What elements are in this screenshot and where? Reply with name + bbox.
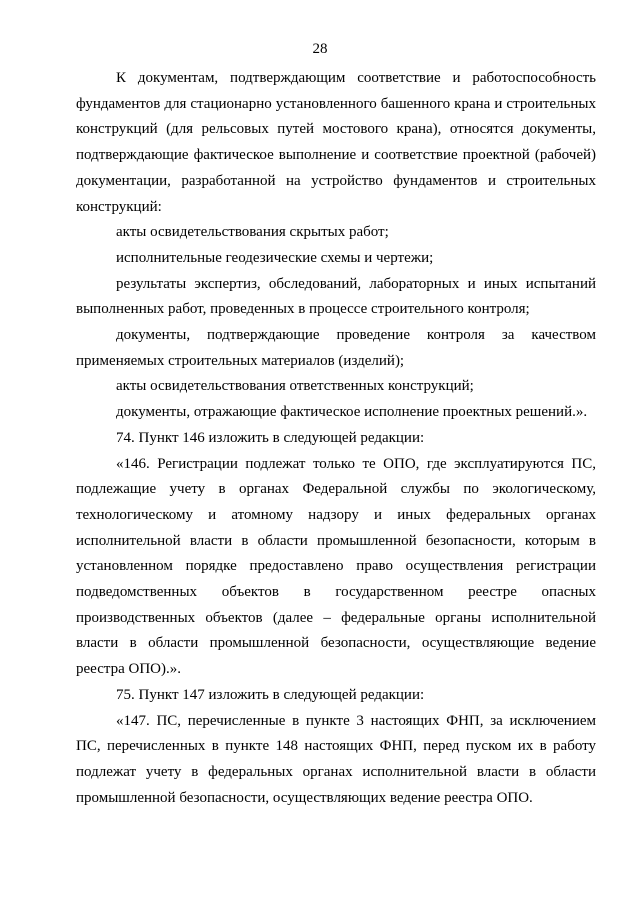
paragraph-item-147: «147. ПС, перечисленные в пункте 3 настоящих ФНП, за исключением ПС, перечисленных в пункте 148 настоящих ФНП, перед пуском их в работу подлежат учету в федеральных органах исполнительной власти в области промышленной безопасности, осуществляющих ведение реестра ОПО.	[76, 712, 596, 806]
list-item-hidden-works-acts: акты освидетельствования скрытых работ;	[116, 224, 389, 241]
paragraph-item-146: «146. Регистрации подлежат только те ОПО, где эксплуатируются ПС, подлежащие учету в органах Федеральной службы по экологическому, технологическому и атомному надзору и иных федеральных органах исполнительной власти в области промышленной безопасности, которым в установленном порядке предоставлено право осуществления регистрации подведомственных объектов в государственном реестре опасных производственных объектов (далее – федеральные органы исполнительной власти в области промышленной безопасности, осуществляющие ведение реестра ОПО).».	[76, 455, 596, 678]
list-item-geodetic-schemes: исполнительные геодезические схемы и чертежи;	[116, 249, 434, 266]
paragraph-foundation-documents: К документам, подтверждающим соответствие и работоспособность фундаментов для стационарно установленного башенного крана и строительных конструкций (для рельсовых путей мостового крана), относятся документы, подтверждающие фактическое выполнение и соответствие проектной (рабочей) документации, разработанной на устройство фундаментов и строительных конструкций:	[76, 70, 596, 215]
list-item-design-execution-documents: документы, отражающие фактическое исполнение проектных решений.».	[116, 404, 588, 421]
list-item-expertise-results: результаты экспертиз, обследований, лабораторных и иных испытаний выполненных работ, проведенных в процессе строительного контроля;	[76, 275, 596, 318]
page-number: 28	[312, 41, 328, 57]
paragraph-item-74: 74. Пункт 146 изложить в следующей редакции:	[116, 429, 425, 446]
list-item-quality-control-documents: документы, подтверждающие проведение контроля за качеством применяемых строительных материалов (изделий);	[76, 327, 596, 369]
paragraph-item-75: 75. Пункт 147 изложить в следующей редакции:	[116, 686, 425, 703]
list-item-responsible-structures-acts: акты освидетельствования ответственных конструкций;	[116, 378, 474, 395]
document-body	[76, 66, 596, 811]
